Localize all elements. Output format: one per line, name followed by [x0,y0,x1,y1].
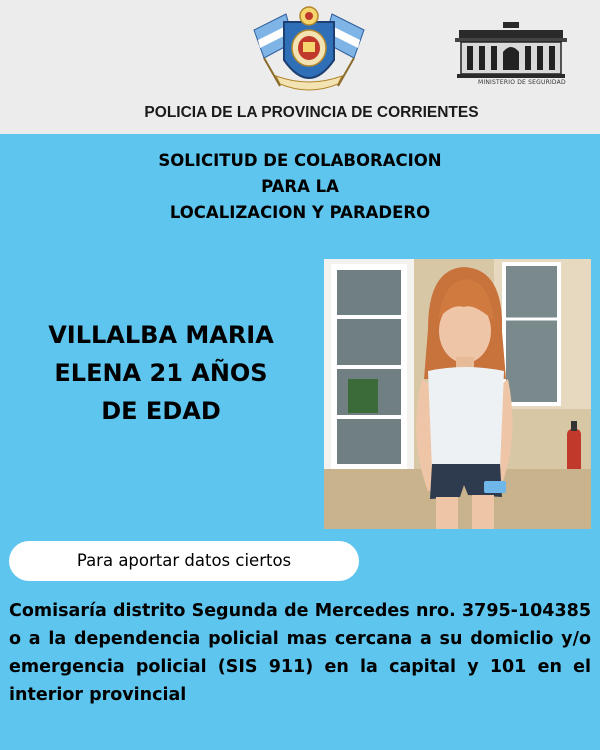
police-title: POLICIA DE LA PROVINCIA DE CORRIENTES [144,104,479,121]
person-line-1: VILLALBA MARIA [48,321,274,349]
cta-pill [9,541,359,581]
request-heading [0,148,600,226]
provincial-coat-of-arms-icon [250,2,368,98]
request-line-3: LOCALIZACION Y PARADERO [169,203,431,222]
ministry-caption: MINISTERIO DE SEGURIDAD [478,79,566,86]
cta-label: Para aportar datos ciertos [76,551,292,570]
request-line-1: SOLICITUD DE COLABORACION [158,151,442,170]
missing-person-photo [324,259,591,529]
person-line-2: ELENA 21 AÑOS [54,359,268,387]
person-line-3: DE EDAD [101,397,221,425]
header-band [0,0,600,134]
contact-info: Comisaría distrito Segunda de Mercedes nro. 3795-104385 o a la dependencia policial mas cercana a su domiclio y/o emergencia policial (SIS 911) en la capital y 101 en el interior provincial [9,601,591,705]
request-line-2: PARA LA [261,177,339,196]
person-name [6,316,316,430]
